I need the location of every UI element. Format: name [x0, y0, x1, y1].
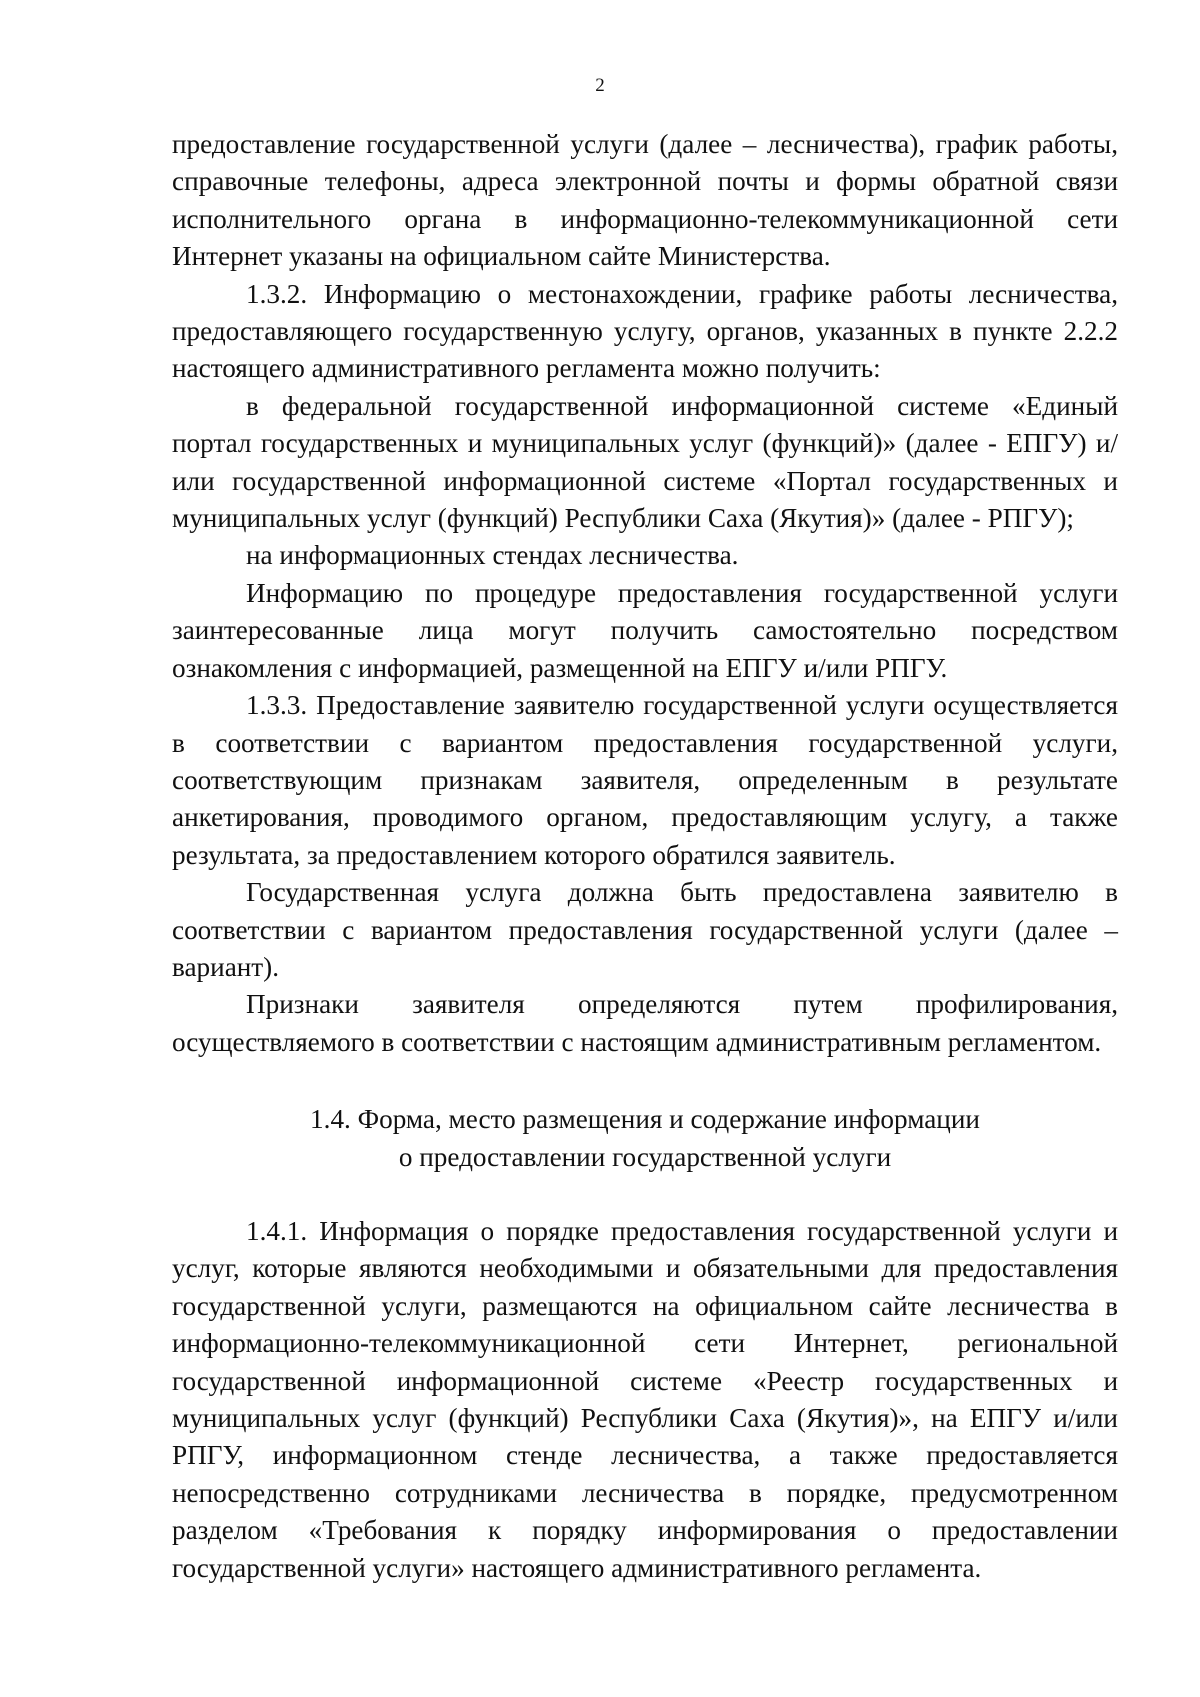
section-heading-line-2: о предоставлении государственной услуги	[398, 1141, 892, 1172]
section-heading-1-4	[172, 1101, 1118, 1176]
paragraph-info-stands: на информационных стендах лесничества.	[246, 540, 739, 571]
paragraph-applicant-features: Признаки заявителя определяются путем профилирования, осуществляемого в соответствии с настоящим административным регламентом.	[172, 989, 1118, 1057]
paragraph-service-variant: Государственная услуга должна быть предоставлена заявителю в соответствии с вариантом предоставления государственной услуги (далее – вариант).	[172, 877, 1118, 982]
document-body	[172, 126, 1118, 1587]
paragraph-1-4-1: 1.4.1. Информация о порядке предоставления государственной услуги и услуг, которые являются необходимыми и обязательными для предоставления государственной услуги, размещаются на официальном сайте лесничества в информационно-телекоммуникационной сети Интернет, региональной государственной информационной системе «Реестр государственных и муниципальных услуг (функций) Республики Саха (Якутия)», на ЕПГУ и/или РПГУ, информационном стенде лесничества, а также предоставляется непосредственно сотрудниками лесничества в порядке, предусмотренном разделом «Требования к порядку информирования о предоставлении государственной услуги» настоящего административного регламента.	[172, 1215, 1118, 1583]
paragraph-epgu-rpgu: в федеральной государственной информационной системе «Единый портал государственных и муниципальных услуг (функций)» (далее - ЕПГУ) и/или государственной информационной системе «Портал государственных и муниципальных услуг (функций) Республики Саха (Якутия)» (далее - РПГУ);	[172, 390, 1118, 534]
paragraph-procedure-info: Информацию по процедуре предоставления государственной услуги заинтересованные лица могут получить самостоятельно посредством ознакомления с информацией, размещенной на ЕПГУ и/или РПГУ.	[172, 577, 1118, 683]
paragraph-1-3-2: 1.3.2. Информацию о местонахождении, графике работы лесничества, предоставляющего государственную услугу, органов, указанных в пункте 2.2.2 настоящего административного регламента можно получить:	[172, 278, 1118, 384]
section-heading-line-1: 1.4. Форма, место размещения и содержание информации	[310, 1104, 980, 1135]
page-number: 2	[595, 75, 605, 96]
paragraph-continuation: предоставление государственной услуги (далее – лесничества), график работы, справочные телефоны, адреса электронной почты и формы обратной связи исполнительного органа в информационно-телекоммуникационной сети Интернет указаны на официальном сайте Министерства.	[172, 129, 1118, 272]
paragraph-1-3-3: 1.3.3. Предоставление заявителю государственной услуги осуществляется в соответствии с вариантом предоставления государственной услуги, соответствующим признакам заявителя, определенным в результате анкетирования, проводимого органом, предоставляющим услугу, а также результата, за предоставлением которого обратился заявитель.	[172, 690, 1118, 870]
